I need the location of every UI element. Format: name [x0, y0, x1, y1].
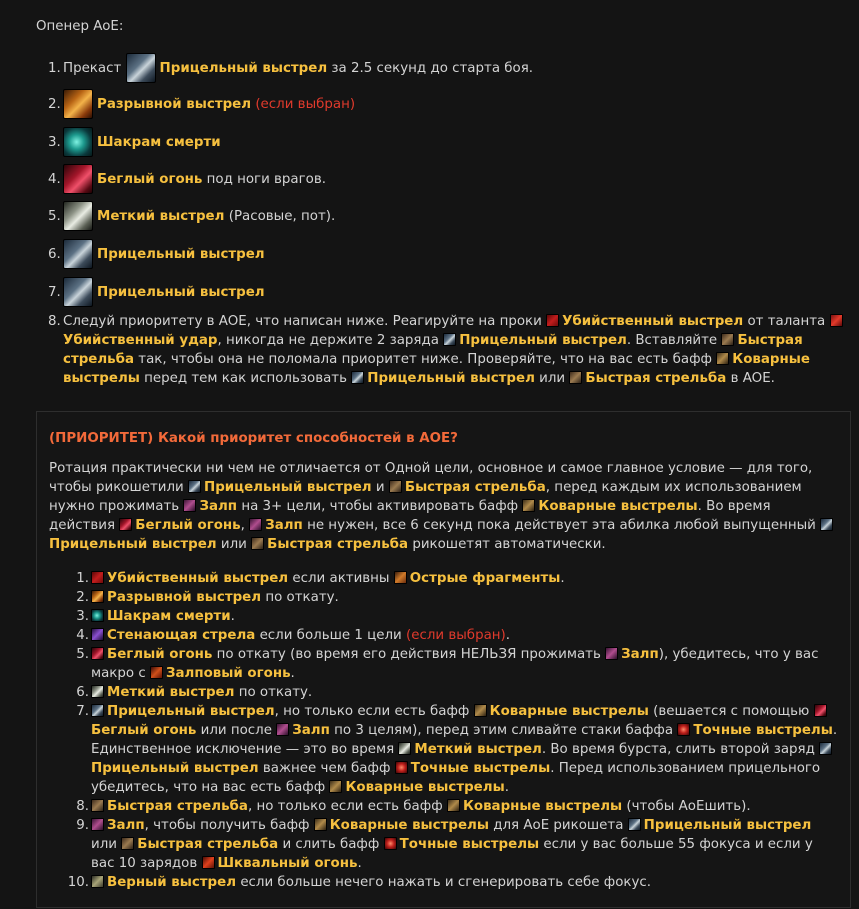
volley-icon [249, 518, 262, 531]
item-number: 1. [76, 571, 89, 586]
rapid-fire-icon [569, 371, 582, 384]
optional-note: (если выбран) [406, 628, 506, 643]
text: . Во время действия [49, 499, 771, 533]
spell-link-barrage[interactable]: Беглый огонь [107, 647, 213, 662]
priority-item-9 [49, 816, 839, 873]
trick-shots-icon [314, 818, 327, 831]
volley-icon [276, 723, 289, 736]
spell-link-rapid-fire[interactable]: Быстрая стрельба [404, 480, 546, 495]
windrunners-barrage-icon [202, 856, 215, 869]
spell-link-steady-shot[interactable]: Верный выстрел [107, 875, 237, 890]
text: ), убедитесь, что у вас макро с [91, 647, 819, 681]
text: . [504, 780, 509, 795]
text: Ротация практически ни чем не отличается от Одной цели, основное и самое главное условие — для того, чтобы рикошетили [49, 461, 813, 495]
step-text: за 2.5 секунд до старта боя. [331, 60, 534, 76]
step-number: 5. [48, 208, 61, 224]
spell-link-volley[interactable]: Залп [107, 818, 145, 833]
aimed-shot-icon [63, 277, 93, 307]
step-number: 6. [48, 246, 61, 262]
opener-step-4 [48, 164, 326, 194]
text: , [240, 518, 245, 533]
spell-link-precise-shots[interactable]: Точные выстрелы [410, 761, 551, 776]
item-number: 5. [76, 647, 89, 662]
spell-link-trick-shots[interactable]: Коварные выстрелы [538, 499, 698, 514]
spell-link-aimed-shot[interactable]: Прицельный выстрел [459, 333, 627, 348]
spell-link-death-chakram[interactable]: Шакрам смерти [107, 609, 231, 624]
priority-item-4 [49, 626, 839, 645]
text: для АоЕ рикошета [493, 818, 624, 833]
spell-link-rapid-fire[interactable]: Быстрая стрельба [585, 371, 727, 386]
spell-link-rapid-fire[interactable]: Быстрая стрельба [137, 837, 279, 852]
spell-link-explosive-shot[interactable]: Разрывной выстрел [97, 96, 252, 112]
item-number: 6. [76, 685, 89, 700]
salvo-icon [150, 666, 163, 679]
spell-link-trick-shots[interactable]: Коварные выстрелы [329, 818, 489, 833]
text: от таланта [747, 314, 826, 329]
text: если активны [292, 571, 390, 586]
text: так, чтобы она не поломала приоритет ниже. Проверяйте, что на вас есть бафф [138, 352, 713, 367]
spell-link-wailing-arrow[interactable]: Стенающая стрела [107, 628, 256, 643]
text: перед тем как использовать [144, 371, 347, 386]
volley-icon [605, 647, 618, 660]
spell-link-aimed-shot[interactable]: Прицельный выстрел [91, 761, 259, 776]
opener-step-2 [48, 89, 355, 119]
step-text: (Расовые, пот). [228, 208, 336, 224]
text: или [539, 371, 566, 386]
steady-shot-icon [91, 875, 104, 888]
text: . [505, 628, 511, 643]
kill-shot-icon [91, 571, 104, 584]
priority-item-10 [49, 873, 839, 892]
text: . Единственное исключение — это во время [91, 723, 838, 757]
razor-fragments-icon [394, 571, 407, 584]
text: если больше нечего нажать и сгенерировать себе фокус. [240, 875, 652, 890]
text: рикошетят автоматически. [412, 537, 606, 552]
aimed-shot-icon [63, 239, 93, 269]
barrage-icon [119, 518, 132, 531]
spell-link-volley[interactable]: Залп [621, 647, 659, 662]
rapid-fire-icon [721, 333, 734, 346]
precise-shot-icon [63, 201, 93, 231]
spell-link-volley[interactable]: Залп [199, 499, 238, 514]
spell-link-volley[interactable]: Залп [292, 723, 330, 738]
spell-link-aimed-shot[interactable]: Прицельный выстрел [204, 480, 372, 495]
aimed-shot-icon [820, 518, 833, 531]
precise-shots-icon [677, 723, 690, 736]
spell-link-aimed-shot[interactable]: Прицельный выстрел [159, 60, 328, 76]
aimed-shot-icon [188, 480, 201, 493]
priority-item-1 [49, 569, 839, 588]
spell-link-trick-shots[interactable]: Коварные выстрелы [345, 780, 505, 795]
deathblow-icon [830, 314, 843, 327]
step-number: 8. [48, 314, 61, 329]
spell-link-precise-shots[interactable]: Точные выстрелы [399, 837, 540, 852]
item-number: 9. [76, 818, 89, 833]
trueshot-icon [398, 742, 411, 755]
spell-link-kill-shot[interactable]: Убийственный выстрел [107, 571, 289, 586]
text: , чтобы получить бафф [144, 818, 310, 833]
explosive-shot-icon [91, 590, 104, 603]
spell-link-aimed-shot[interactable]: Прицельный выстрел [49, 537, 217, 552]
text: . Вставляйте [626, 333, 718, 348]
text: , перед каждым их использованием нужно прожимать [49, 480, 802, 514]
spell-link-trick-shots[interactable]: Коварные выстрелы [489, 704, 649, 719]
aimed-shot-icon [443, 333, 456, 346]
spell-link-rapid-fire[interactable]: Быстрая стрельба [63, 333, 803, 367]
opener-step-7 [48, 277, 265, 307]
text: , никогда не держите 2 заряда [217, 333, 439, 348]
spell-link-aimed-shot[interactable]: Прицельный выстрел [107, 704, 275, 719]
text: . Перед использованием прицельного убедитесь, что на вас есть бафф [91, 761, 821, 795]
aimed-shot-icon [126, 53, 156, 83]
spell-link-death-chakram[interactable]: Шакрам смерти [97, 134, 221, 150]
text: в AOE. [730, 371, 775, 386]
volley-icon [91, 818, 104, 831]
spell-link-barrage[interactable]: Беглый огонь [97, 171, 203, 187]
priority-item-6 [49, 683, 839, 702]
aoe-priority-box [36, 411, 851, 908]
opener-step-3 [48, 127, 221, 157]
text: или [220, 537, 247, 552]
text: . [357, 856, 362, 871]
rapid-fire-icon [91, 799, 104, 812]
item-number: 8. [76, 799, 89, 814]
barrage-icon [814, 704, 827, 717]
precise-shots-icon [384, 837, 397, 850]
text: (чтобы АоЕшить). [626, 799, 751, 814]
aimed-shot-icon [819, 742, 832, 755]
spell-link-rapid-fire[interactable]: Быстрая стрельба [107, 799, 248, 814]
aimed-shot-icon [351, 371, 364, 384]
explosive-shot-icon [63, 89, 93, 119]
step-text: под ноги врагов. [206, 171, 327, 187]
volley-icon [183, 499, 196, 512]
text: по 3 целям), перед этим сливайте стаки баффа [334, 723, 674, 738]
spell-link-razor-fragments[interactable]: Острые фрагменты [409, 571, 561, 586]
opener-step-1 [48, 53, 533, 83]
text: Следуй приоритету в AOE, что написан ниже. Реагируйте на проки [63, 314, 542, 329]
text: . [560, 571, 565, 586]
text: не нужен, все 6 секунд пока действует эта абилка любой выпущенный [307, 518, 816, 533]
spell-link-trueshot[interactable]: Меткий выстрел [107, 685, 235, 700]
text: , но только если есть бафф [247, 799, 443, 814]
step-number: 2. [48, 96, 61, 112]
aimed-shot-icon [628, 818, 641, 831]
text: если у вас больше 55 фокуса и если у вас 10 зарядов [91, 837, 813, 871]
spell-link-aimed-shot[interactable]: Прицельный выстрел [97, 246, 265, 262]
priority-intro [49, 459, 839, 554]
rapid-fire-icon [251, 537, 264, 550]
death-chakram-icon [63, 127, 93, 157]
trick-shots-icon [522, 499, 535, 512]
spell-link-explosive-shot[interactable]: Разрывной выстрел [107, 590, 262, 605]
text: (вешается с помощью [653, 704, 810, 719]
priority-item-8 [49, 797, 839, 816]
step-number: 3. [48, 134, 61, 150]
item-number: 10. [67, 875, 89, 890]
aimed-shot-icon [91, 704, 104, 717]
optional-note: (если выбран) [255, 96, 356, 112]
trueshot-icon [91, 685, 104, 698]
spell-link-barrage[interactable]: Беглый огонь [135, 518, 241, 533]
trick-shots-icon [474, 704, 487, 717]
text: на 3+ цели, чтобы активировать бафф [241, 499, 519, 514]
spell-link-trick-shots[interactable]: Коварные выстрелы [63, 352, 810, 386]
opener-step-8 [48, 312, 848, 388]
opener-step-5 [48, 201, 335, 231]
priority-list [49, 569, 839, 892]
step-number: 1. [48, 60, 61, 76]
text: по откату (во время его действия НЕЛЬЗЯ прожимать [216, 647, 601, 662]
spell-link-windrunners-barrage[interactable]: Шквальный огонь [217, 856, 358, 871]
kill-shot-icon [546, 314, 559, 327]
priority-item-2 [49, 588, 839, 607]
spell-link-aimed-shot[interactable]: Прицельный выстрел [643, 818, 812, 833]
text: и [375, 480, 385, 495]
spell-link-volley[interactable]: Залп [265, 518, 303, 533]
opener-heading: Опенер AoE: [36, 19, 124, 34]
barrage-icon [63, 164, 93, 194]
text: . Во время бурста, слить второй заряд [541, 742, 815, 757]
text: . [230, 609, 235, 624]
priority-item-3 [49, 607, 839, 626]
spell-link-trick-shots[interactable]: Коварные выстрелы [462, 799, 623, 814]
spell-link-deathblow[interactable]: Убийственный удар [63, 333, 218, 348]
step-number: 7. [48, 284, 61, 300]
step-text: Прекаст [63, 60, 122, 76]
item-number: 7. [76, 704, 89, 719]
text: по откату. [265, 590, 339, 605]
priority-item-5 [49, 645, 839, 683]
text: по откату. [238, 685, 313, 700]
opener-step-6 [48, 239, 265, 269]
text: или [91, 837, 117, 852]
spell-link-barrage[interactable]: Беглый огонь [91, 723, 197, 738]
spell-link-aimed-shot[interactable]: Прицельный выстрел [97, 284, 265, 300]
trick-shots-icon [329, 780, 342, 793]
spell-link-aimed-shot[interactable]: Прицельный выстрел [367, 371, 535, 386]
barrage-icon [91, 647, 104, 660]
rapid-fire-icon [389, 480, 402, 493]
spell-link-trueshot[interactable]: Меткий выстрел [414, 742, 542, 757]
death-chakram-icon [91, 609, 104, 622]
item-number: 4. [76, 628, 89, 643]
step-number: 4. [48, 171, 61, 187]
text: или после [200, 723, 272, 738]
spell-link-precise-shots[interactable]: Точные выстрелы [693, 723, 833, 738]
priority-item-7 [49, 702, 839, 797]
spell-link-kill-shot[interactable]: Убийственный выстрел [562, 314, 744, 329]
spell-link-trueshot[interactable]: Меткий выстрел [97, 208, 225, 224]
rapid-fire-icon [121, 837, 134, 850]
trick-shots-icon [447, 799, 460, 812]
text: если больше 1 цели [259, 628, 402, 643]
text: , но только если есть бафф [274, 704, 470, 719]
precise-shots-icon [395, 761, 408, 774]
item-number: 3. [76, 609, 89, 624]
step-text [63, 312, 848, 388]
priority-title: (ПРИОРИТЕТ) Какой приоритет способностей в AOE? [49, 431, 458, 446]
text: . [290, 666, 295, 681]
text: важнее чем бафф [262, 761, 391, 776]
text: и слить бафф [282, 837, 380, 852]
wailing-arrow-icon [91, 628, 104, 641]
item-number: 2. [76, 590, 89, 605]
trick-shots-icon [716, 352, 729, 365]
spell-link-salvo[interactable]: Залповый огонь [165, 666, 291, 681]
spell-link-rapid-fire[interactable]: Быстрая стрельба [267, 537, 409, 552]
